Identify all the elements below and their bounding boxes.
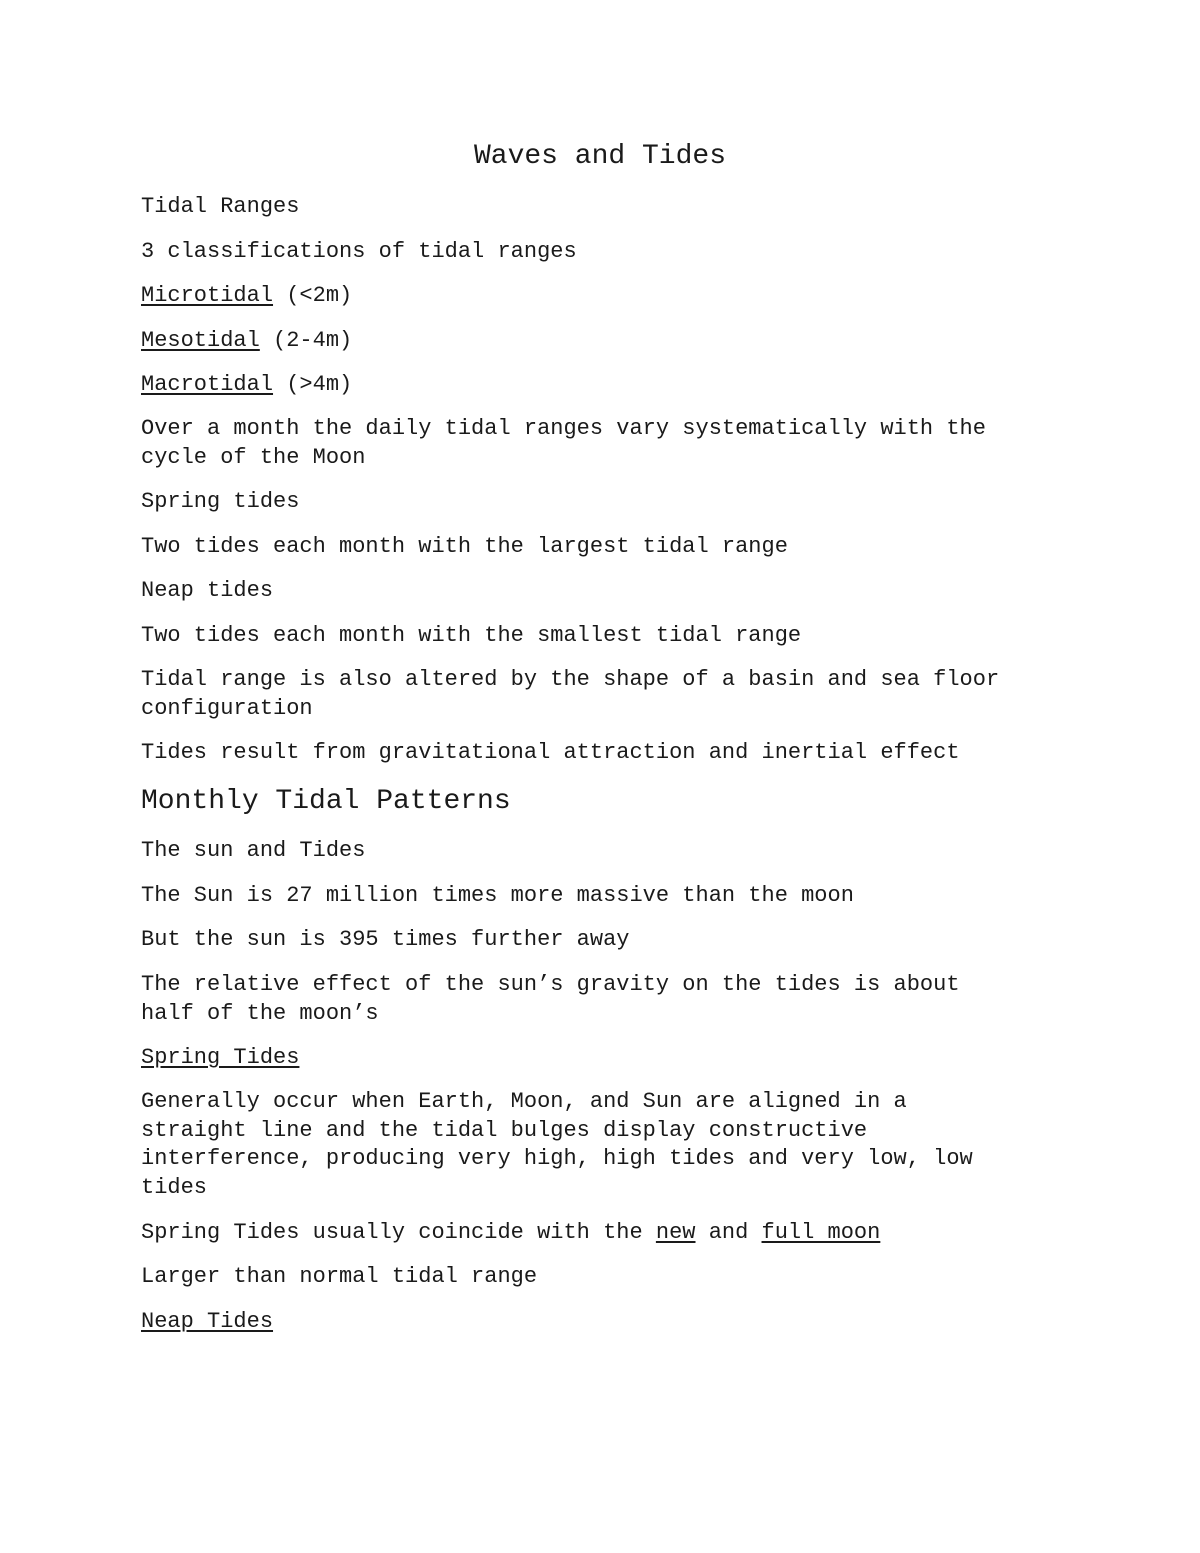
- line-tides-result: Tides result from gravitational attraction and inertial effect: [141, 740, 960, 765]
- paragraph-over-a-month: Over a month the daily tidal ranges vary systematically with the cycle of the Moon: [141, 416, 986, 470]
- value-macrotidal: (>4m): [273, 372, 353, 397]
- line-mesotidal: [141, 327, 1071, 356]
- subheading-neap-tides: Neap Tides: [141, 1309, 274, 1334]
- line-neap-tides: Neap tides: [141, 578, 274, 603]
- line-sun-and-tides: The sun and Tides: [141, 838, 366, 863]
- paragraph-generally-occur: Generally occur when Earth, Moon, and Sun are aligned in a straight line and the tidal bulges display constructive interference, producing very high, high tides and very low, low tides: [141, 1089, 973, 1200]
- term-mesotidal: Mesotidal: [141, 328, 260, 353]
- line-sun-further: But the sun is 395 times further away: [141, 927, 630, 952]
- paragraph-relative-effect: The relative effect of the sun’s gravity on the tides is about half of the moon’s: [141, 972, 960, 1026]
- term-macrotidal: Macrotidal: [141, 372, 274, 397]
- line-tidal-ranges: Tidal Ranges: [141, 194, 300, 219]
- line-microtidal: [141, 282, 1071, 311]
- term-full-moon: full moon: [761, 1220, 881, 1245]
- subheading-spring-tides: Spring Tides: [141, 1045, 300, 1070]
- line-two-tides-largest: Two tides each month with the largest tidal range: [141, 534, 788, 559]
- line-two-tides-smallest: Two tides each month with the smallest tidal range: [141, 623, 802, 648]
- line-sun-massive: The Sun is 27 million times more massive than the moon: [141, 883, 854, 908]
- line-macrotidal: [141, 371, 1071, 400]
- line-larger-than-normal: Larger than normal tidal range: [141, 1264, 538, 1289]
- line-three-classifications: 3 classifications of tidal ranges: [141, 239, 577, 264]
- value-mesotidal: (2-4m): [259, 328, 353, 353]
- paragraph-tidal-range-altered: Tidal range is also altered by the shape of a basin and sea floor configuration: [141, 667, 1000, 721]
- coincide-and: and: [695, 1220, 762, 1245]
- term-new: new: [655, 1220, 696, 1245]
- line-spring-tides: Spring tides: [141, 489, 300, 514]
- section-heading-monthly-tidal-patterns: Monthly Tidal Patterns: [141, 786, 511, 817]
- line-spring-tides-coincide: [141, 1219, 1071, 1248]
- coincide-prefix: Spring Tides usually coincide with the: [141, 1220, 656, 1245]
- document-title: Waves and Tides: [473, 141, 727, 172]
- value-microtidal: (<2m): [273, 283, 353, 308]
- term-microtidal: Microtidal: [141, 283, 274, 308]
